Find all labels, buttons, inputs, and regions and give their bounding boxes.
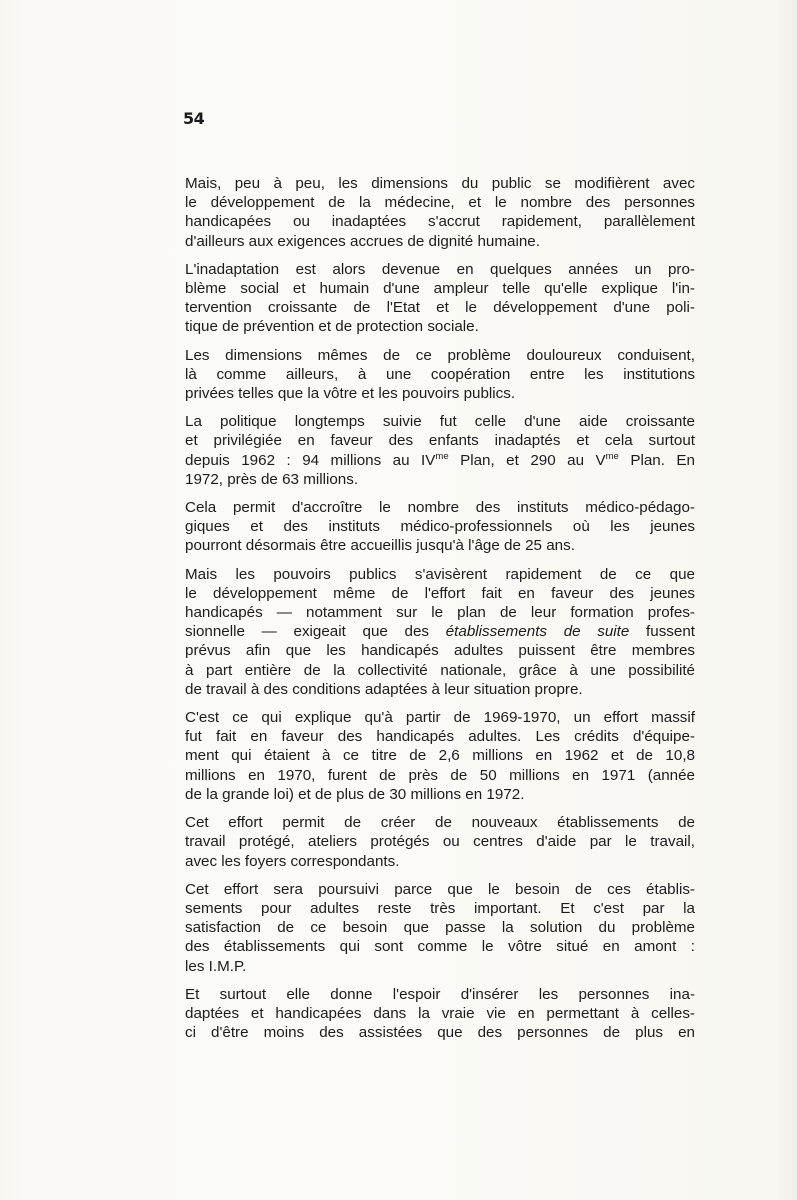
text-line	[185, 451, 695, 470]
text-line: satisfaction de ce besoin que passe la solution du problème	[185, 919, 695, 937]
text-line: daptées et handicapées dans la vraie vie en permettant à celles-	[185, 1004, 695, 1022]
text-line: 1972, près de 63 millions.	[185, 470, 359, 488]
text-line: handicapées ou inadaptées s'accrut rapidement, parallèlement	[185, 213, 695, 231]
paragraph	[185, 813, 695, 871]
text-line: Les dimensions mêmes de ce problème douloureux conduisent,	[185, 346, 695, 364]
text-line: sements pour adultes reste très important. Et c'est par la	[185, 899, 695, 917]
text-line: des établissements qui sont comme le vôtre situé en amont :	[185, 938, 695, 956]
text-line: tervention croissante de l'Etat et le développement d'une poli-	[185, 299, 695, 317]
text-line: avec les foyers correspondants.	[185, 852, 400, 870]
text-segment: fussent	[629, 623, 696, 641]
paragraph	[185, 985, 695, 1043]
text-line: fut fait en faveur des handicapés adultes. Les crédits d'équipe-	[185, 728, 695, 746]
text-segment: Plan. En	[618, 451, 695, 469]
paragraph	[185, 708, 695, 804]
text-line: travail protégé, ateliers protégés ou centres d'aide par le travail,	[185, 833, 695, 851]
superscript: me	[435, 450, 449, 462]
paragraph	[185, 498, 695, 556]
text-segment: depuis 1962 : 94 millions au IV	[185, 451, 436, 469]
text-line: ci d'être moins des assistées que des personnes de plus en	[185, 1024, 695, 1042]
text-line: les I.M.P.	[185, 957, 247, 975]
paragraph	[185, 880, 695, 976]
text-line: à part entière de la collectivité nationale, grâce à une possibilité	[185, 661, 695, 679]
paragraph	[185, 346, 695, 404]
text-line: ment qui étaient à ce titre de 2,6 millions en 1962 et de 10,8	[185, 747, 695, 765]
text-line: Cet effort permit de créer de nouveaux établissements de	[185, 814, 695, 832]
paragraph	[185, 260, 695, 337]
text-line: d'ailleurs aux exigences accrues de dignité humaine.	[185, 232, 540, 250]
text-line: le développement de la médecine, et le nombre des personnes	[185, 194, 695, 212]
text-line: blème social et humain d'une ampleur telle qu'elle explique l'in-	[185, 280, 695, 298]
text-line: Mais, peu à peu, les dimensions du public se modifièrent avec	[185, 175, 695, 192]
text-line: L'inadaptation est alors devenue en quelques années un pro-	[185, 260, 695, 278]
text-line	[185, 622, 695, 641]
superscript: me	[605, 450, 619, 462]
text-segment: sionnelle — exigeait que des	[185, 623, 446, 641]
text-line: C'est ce qui explique qu'à partir de 1969-1970, un effort massif	[185, 709, 695, 727]
text-line: là comme ailleurs, à une coopération entre les institutions	[185, 365, 695, 383]
text-line: giques et des instituts médico-professionnels où les jeunes	[185, 518, 695, 536]
text-line: et privilégiée en faveur des enfants inadaptés et cela surtout	[185, 432, 695, 450]
text-line: privées telles que la vôtre et les pouvoirs publics.	[185, 385, 516, 403]
text-line: tique de prévention et de protection sociale.	[185, 318, 479, 336]
text-segment: Plan, et 290 au V	[448, 451, 606, 469]
text-line: Cela permit d'accroître le nombre des instituts médico-pédago-	[185, 499, 695, 517]
paragraph	[185, 565, 695, 699]
text-line: Mais les pouvoirs publics s'avisèrent rapidement de ce que	[185, 565, 695, 583]
page-number: 54	[183, 109, 205, 128]
paragraph	[185, 412, 695, 489]
paragraph	[185, 174, 695, 251]
text-line: pourront désormais être accueillis jusqu'à l'âge de 25 ans.	[185, 537, 575, 555]
text-line: Cet effort sera poursuivi parce que le besoin de ces établis-	[185, 880, 695, 898]
text-line: millions en 1970, furent de près de 50 millions en 1971 (année	[185, 766, 695, 784]
text-line: prévus afin que les handicapés adultes puissent être membres	[185, 642, 695, 660]
text-line: de la grande loi) et de plus de 30 millions en 1972.	[185, 785, 525, 803]
text-line: La politique longtemps suivie fut celle d'une aide croissante	[185, 413, 695, 431]
text-line: Et surtout elle donne l'espoir d'insérer les personnes ina-	[185, 985, 695, 1003]
italic-text: établissements de suite	[445, 623, 630, 641]
text-line: le développement même de l'effort fait en faveur des jeunes	[185, 584, 695, 602]
text-line: de travail à des conditions adaptées à leur situation propre.	[185, 680, 583, 698]
text-line: handicapés — notamment sur le plan de leur formation profes-	[185, 604, 695, 622]
body-text	[185, 174, 695, 1051]
